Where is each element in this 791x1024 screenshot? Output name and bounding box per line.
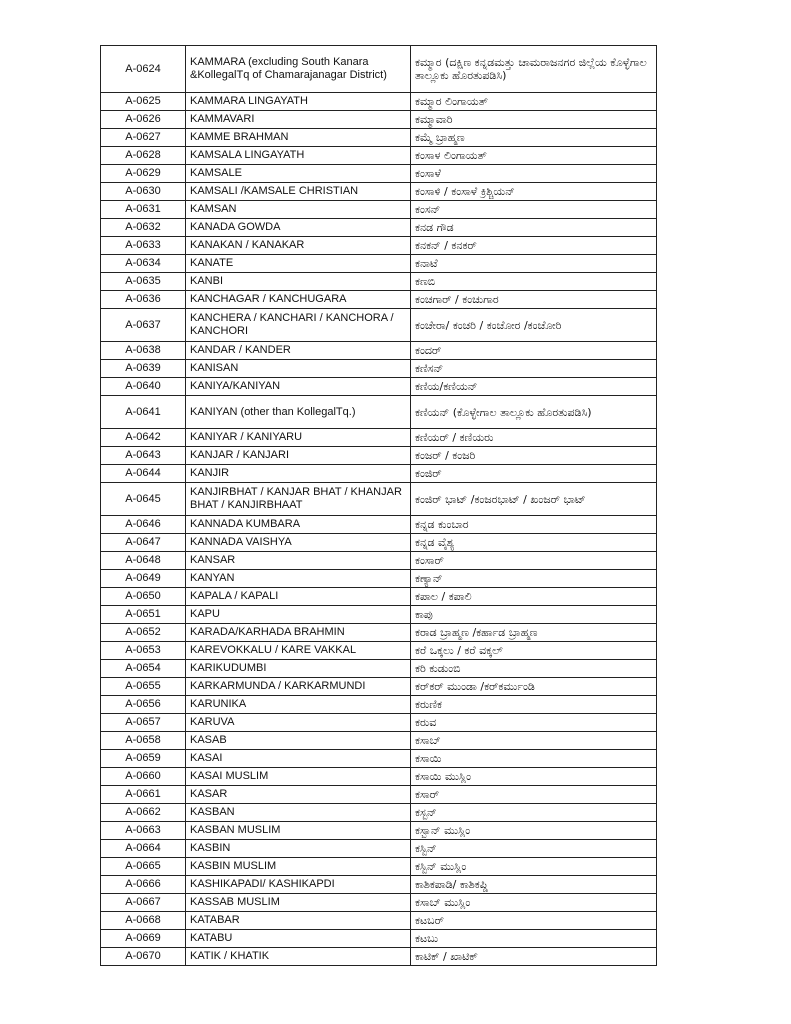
code-cell: A-0637 xyxy=(101,309,186,342)
code-cell: A-0626 xyxy=(101,111,186,129)
table-row xyxy=(101,465,657,483)
table-row xyxy=(101,201,657,219)
english-name-cell: KAREVOKKALU / KARE VAKKAL xyxy=(186,642,411,660)
kannada-name-cell: ಕಮ್ಮಾರ (ದಕ್ಷಿಣ ಕನ್ನಡಮತ್ತು ಚಾಮರಾಜನಗರ ಜಿಲ್ಲೆಯ ಕೊಳ್ಳೆಗಾಲ ತಾಲ್ಲೂಕು ಹೊರತುಪಡಿಸಿ) xyxy=(411,46,657,93)
table-row xyxy=(101,570,657,588)
code-cell: A-0659 xyxy=(101,750,186,768)
english-name-cell: KASAR xyxy=(186,786,411,804)
code-cell: A-0630 xyxy=(101,183,186,201)
kannada-name-cell: ಕಸ್ಬಿನ್ xyxy=(411,840,657,858)
code-cell: A-0649 xyxy=(101,570,186,588)
table-row xyxy=(101,378,657,396)
kannada-name-cell: ಕಸ್ಬಾನ್ ಮುಸ್ಲಿಂ xyxy=(411,822,657,840)
code-cell: A-0657 xyxy=(101,714,186,732)
code-cell: A-0661 xyxy=(101,786,186,804)
code-cell: A-0652 xyxy=(101,624,186,642)
table-row xyxy=(101,894,657,912)
code-cell: A-0639 xyxy=(101,360,186,378)
english-name-cell: KANJAR / KANJARI xyxy=(186,447,411,465)
code-cell: A-0638 xyxy=(101,342,186,360)
kannada-name-cell: ಕನಕನ್ / ಕನಕರ್ xyxy=(411,237,657,255)
table-row xyxy=(101,624,657,642)
table-row xyxy=(101,255,657,273)
kannada-name-cell: ಕರಿ ಕುಡುಂಬಿ xyxy=(411,660,657,678)
english-name-cell: KARIKUDUMBI xyxy=(186,660,411,678)
code-cell: A-0662 xyxy=(101,804,186,822)
kannada-name-cell: ಕಸಾಯಿ ಮುಸ್ಲಿಂ xyxy=(411,768,657,786)
english-name-cell: KANJIR xyxy=(186,465,411,483)
english-name-cell: KATIK / KHATIK xyxy=(186,948,411,966)
code-cell: A-0634 xyxy=(101,255,186,273)
english-name-cell: KANCHERA / KANCHARI / KANCHORA / KANCHORI xyxy=(186,309,411,342)
kannada-name-cell: ಕಂಸಾಳಿ / ಕಂಸಾಳೆ ಕ್ರಿಶ್ಚಿಯನ್ xyxy=(411,183,657,201)
english-name-cell: KATABU xyxy=(186,930,411,948)
table-row xyxy=(101,696,657,714)
code-cell: A-0658 xyxy=(101,732,186,750)
table-row xyxy=(101,732,657,750)
table-row xyxy=(101,342,657,360)
code-cell: A-0651 xyxy=(101,606,186,624)
kannada-name-cell: ಕಂಚಗಾರ್ / ಕಂಚುಗಾರ xyxy=(411,291,657,309)
table-row xyxy=(101,606,657,624)
table-row xyxy=(101,912,657,930)
english-name-cell: KANCHAGAR / KANCHUGARA xyxy=(186,291,411,309)
table-row xyxy=(101,822,657,840)
table-row xyxy=(101,948,657,966)
table-row xyxy=(101,309,657,342)
kannada-name-cell: ಕನಾಟೆ xyxy=(411,255,657,273)
table-body xyxy=(101,46,657,966)
english-name-cell: KASBIN xyxy=(186,840,411,858)
english-name-cell: KASHIKAPADI/ KASHIKAPDI xyxy=(186,876,411,894)
kannada-name-cell: ಕಣಿಯರ್ / ಕಣಿಯರು xyxy=(411,429,657,447)
code-cell: A-0647 xyxy=(101,534,186,552)
table-row xyxy=(101,678,657,696)
code-cell: A-0635 xyxy=(101,273,186,291)
english-name-cell: KANSAR xyxy=(186,552,411,570)
code-cell: A-0645 xyxy=(101,483,186,516)
table-row xyxy=(101,588,657,606)
english-name-cell: KANIYAR / KANIYARU xyxy=(186,429,411,447)
english-name-cell: KANIYAN (other than KollegalTq.) xyxy=(186,396,411,429)
code-cell: A-0629 xyxy=(101,165,186,183)
kannada-name-cell: ಕಸಾಬ್ xyxy=(411,732,657,750)
english-name-cell: KASBAN MUSLIM xyxy=(186,822,411,840)
kannada-name-cell: ಕಾಶಿಕಪಾಡಿ/ ಕಾಶಿಕಪ್ಡಿ xyxy=(411,876,657,894)
code-cell: A-0636 xyxy=(101,291,186,309)
table-row xyxy=(101,219,657,237)
table-row xyxy=(101,237,657,255)
kannada-name-cell: ಕಮ್ಮಾವಾರಿ xyxy=(411,111,657,129)
english-name-cell: KANNADA VAISHYA xyxy=(186,534,411,552)
table-row xyxy=(101,111,657,129)
table-row xyxy=(101,147,657,165)
code-cell: A-0624 xyxy=(101,46,186,93)
english-name-cell: KAPU xyxy=(186,606,411,624)
kannada-name-cell: ಕಂಚೇರಾ/ ಕಂಚರಿ / ಕಂಚೋರ /ಕಂಚೋರಿ xyxy=(411,309,657,342)
kannada-name-cell: ಕಸ್ಬಿನ್ ಮುಸ್ಲಿಂ xyxy=(411,858,657,876)
table-row xyxy=(101,642,657,660)
kannada-name-cell: ಕರುಣಿಕ xyxy=(411,696,657,714)
code-cell: A-0650 xyxy=(101,588,186,606)
kannada-name-cell: ಕಂಜಿರ್ ಭಾಟ್ /ಕಂಜರಭಾಟ್ / ಖಂಜರ್ ಭಾಟ್ xyxy=(411,483,657,516)
english-name-cell: KARUNIKA xyxy=(186,696,411,714)
kannada-name-cell: ಕಣಿಸನ್ xyxy=(411,360,657,378)
code-cell: A-0628 xyxy=(101,147,186,165)
code-cell: A-0632 xyxy=(101,219,186,237)
english-name-cell: KARUVA xyxy=(186,714,411,732)
kannada-name-cell: ಕಂಸನ್ xyxy=(411,201,657,219)
table-row xyxy=(101,804,657,822)
english-name-cell: KATABAR xyxy=(186,912,411,930)
code-cell: A-0631 xyxy=(101,201,186,219)
table-row xyxy=(101,714,657,732)
english-name-cell: KANBI xyxy=(186,273,411,291)
code-cell: A-0670 xyxy=(101,948,186,966)
table-row xyxy=(101,360,657,378)
english-name-cell: KANAKAN / KANAKAR xyxy=(186,237,411,255)
code-cell: A-0667 xyxy=(101,894,186,912)
english-name-cell: KASSAB MUSLIM xyxy=(186,894,411,912)
caste-list-table xyxy=(100,45,657,966)
kannada-name-cell: ಕಾಟಿಕ್ / ಖಾಟಿಕ್ xyxy=(411,948,657,966)
table-row xyxy=(101,786,657,804)
english-name-cell: KASAI xyxy=(186,750,411,768)
kannada-name-cell: ಕಸಾರ್ xyxy=(411,786,657,804)
kannada-name-cell: ಕಂಸಾಳೆ xyxy=(411,165,657,183)
table-row xyxy=(101,93,657,111)
kannada-name-cell: ಕಮ್ಮೆ ಬ್ರಾಹ್ಮಣ xyxy=(411,129,657,147)
kannada-name-cell: ಕಣಬಿ xyxy=(411,273,657,291)
kannada-name-cell: ಕಂದರ್ xyxy=(411,342,657,360)
table-row xyxy=(101,183,657,201)
code-cell: A-0654 xyxy=(101,660,186,678)
kannada-name-cell: ಕಣಿಯನ್ (ಕೊಳ್ಳೇಗಾಲ ತಾಲ್ಲೂಕು ಹೊರತುಪಡಿಸಿ) xyxy=(411,396,657,429)
table-row xyxy=(101,273,657,291)
english-name-cell: KAMSALI /KAMSALE CHRISTIAN xyxy=(186,183,411,201)
table-row xyxy=(101,750,657,768)
code-cell: A-0646 xyxy=(101,516,186,534)
english-name-cell: KASAB xyxy=(186,732,411,750)
code-cell: A-0665 xyxy=(101,858,186,876)
english-name-cell: KANYAN xyxy=(186,570,411,588)
code-cell: A-0641 xyxy=(101,396,186,429)
table-row xyxy=(101,840,657,858)
code-cell: A-0625 xyxy=(101,93,186,111)
kannada-name-cell: ಕಂಸಾಳ ಲಿಂಗಾಯತ್ xyxy=(411,147,657,165)
english-name-cell: KAMSALE xyxy=(186,165,411,183)
english-name-cell: KAMSAN xyxy=(186,201,411,219)
table-row xyxy=(101,447,657,465)
english-name-cell: KAMMARA (excluding South Kanara &KollegalTq of Chamarajanagar District) xyxy=(186,46,411,93)
code-cell: A-0655 xyxy=(101,678,186,696)
code-cell: A-0666 xyxy=(101,876,186,894)
kannada-name-cell: ಕರುವ xyxy=(411,714,657,732)
english-name-cell: KANATE xyxy=(186,255,411,273)
table-row xyxy=(101,129,657,147)
english-name-cell: KANADA GOWDA xyxy=(186,219,411,237)
kannada-name-cell: ಕನಡ ಗೌಡ xyxy=(411,219,657,237)
kannada-name-cell: ಕಟಬರ್ xyxy=(411,912,657,930)
english-name-cell: KASBAN xyxy=(186,804,411,822)
english-name-cell: KARADA/KARHADA BRAHMIN xyxy=(186,624,411,642)
english-name-cell: KAMMARA LINGAYATH xyxy=(186,93,411,111)
table-row xyxy=(101,429,657,447)
kannada-name-cell: ಕನ್ನಡ ವೈಶ್ಯ xyxy=(411,534,657,552)
table-row xyxy=(101,552,657,570)
kannada-name-cell: ಕನ್ನಡ ಕುಂಬಾರ xyxy=(411,516,657,534)
kannada-name-cell: ಕರಾಡ ಬ್ರಾಹ್ಮಣ /ಕರ್ಹಾಡ ಬ್ರಾಹ್ಮಣ xyxy=(411,624,657,642)
kannada-name-cell: ಕಣ್ಯಾನ್ xyxy=(411,570,657,588)
table-row xyxy=(101,483,657,516)
table-row xyxy=(101,930,657,948)
english-name-cell: KASBIN MUSLIM xyxy=(186,858,411,876)
kannada-name-cell: ಕಂಸಾರ್ xyxy=(411,552,657,570)
english-name-cell: KARKARMUNDA / KARKARMUNDI xyxy=(186,678,411,696)
table-row xyxy=(101,396,657,429)
kannada-name-cell: ಕಂಜಿರ್ xyxy=(411,465,657,483)
table-row xyxy=(101,46,657,93)
english-name-cell: KANISAN xyxy=(186,360,411,378)
table-row xyxy=(101,768,657,786)
kannada-name-cell: ಕಂಜರ್ / ಕಂಜರಿ xyxy=(411,447,657,465)
code-cell: A-0627 xyxy=(101,129,186,147)
code-cell: A-0640 xyxy=(101,378,186,396)
english-name-cell: KANDAR / KANDER xyxy=(186,342,411,360)
kannada-name-cell: ಕಸಾಯಿ xyxy=(411,750,657,768)
kannada-name-cell: ಕಟಬು xyxy=(411,930,657,948)
kannada-name-cell: ಕರೆ ಒಕ್ಕಲು / ಕರೆ ವಕ್ಕಲ್ xyxy=(411,642,657,660)
table-row xyxy=(101,516,657,534)
kannada-name-cell: ಕರ್‌ಕರ್ ಮುಂಡಾ /ಕರ್‌ಕರ್ಮುಂಡಿ xyxy=(411,678,657,696)
kannada-name-cell: ಕಸಾಬ್ ಮುಸ್ಲಿಂ xyxy=(411,894,657,912)
table-row xyxy=(101,291,657,309)
english-name-cell: KANNADA KUMBARA xyxy=(186,516,411,534)
english-name-cell: KAMSALA LINGAYATH xyxy=(186,147,411,165)
kannada-name-cell: ಕಣಿಯ/ಕಣಿಯನ್ xyxy=(411,378,657,396)
english-name-cell: KAMME BRAHMAN xyxy=(186,129,411,147)
kannada-name-cell: ಕಮ್ಮಾರ ಲಿಂಗಾಯತ್ xyxy=(411,93,657,111)
english-name-cell: KANIYA/KANIYAN xyxy=(186,378,411,396)
code-cell: A-0664 xyxy=(101,840,186,858)
english-name-cell: KAPALA / KAPALI xyxy=(186,588,411,606)
kannada-name-cell: ಕಾಪು xyxy=(411,606,657,624)
code-cell: A-0644 xyxy=(101,465,186,483)
code-cell: A-0643 xyxy=(101,447,186,465)
table-row xyxy=(101,876,657,894)
code-cell: A-0633 xyxy=(101,237,186,255)
english-name-cell: KANJIRBHAT / KANJAR BHAT / KHANJAR BHAT / KANJIRBHAAT xyxy=(186,483,411,516)
code-cell: A-0660 xyxy=(101,768,186,786)
code-cell: A-0663 xyxy=(101,822,186,840)
table-row xyxy=(101,165,657,183)
kannada-name-cell: ಕಸ್ಬನ್ xyxy=(411,804,657,822)
table-row xyxy=(101,660,657,678)
code-cell: A-0648 xyxy=(101,552,186,570)
code-cell: A-0668 xyxy=(101,912,186,930)
kannada-name-cell: ಕಪಾಲ / ಕಪಾಲಿ xyxy=(411,588,657,606)
code-cell: A-0653 xyxy=(101,642,186,660)
english-name-cell: KAMMAVARI xyxy=(186,111,411,129)
code-cell: A-0656 xyxy=(101,696,186,714)
table-row xyxy=(101,534,657,552)
table-row xyxy=(101,858,657,876)
english-name-cell: KASAI MUSLIM xyxy=(186,768,411,786)
code-cell: A-0642 xyxy=(101,429,186,447)
code-cell: A-0669 xyxy=(101,930,186,948)
